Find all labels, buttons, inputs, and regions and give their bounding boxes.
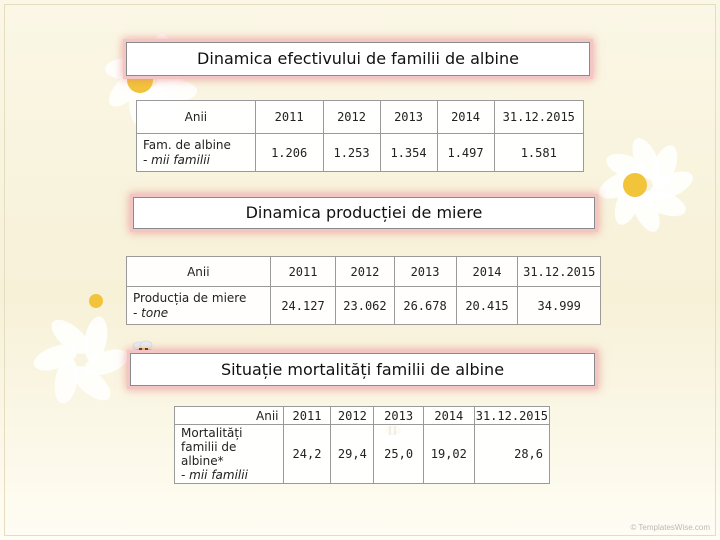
colonies-table — [136, 100, 584, 172]
section-title-text: Dinamica efectivului de familii de albine — [197, 49, 519, 68]
year-cell: 2011 — [283, 407, 331, 425]
row-label-line: Mortalități — [181, 426, 243, 440]
honey-table — [126, 256, 601, 325]
year-cell: 2014 — [423, 407, 474, 425]
value-cell: 1.497 — [437, 134, 494, 172]
year-cell: 2012 — [336, 257, 394, 287]
value-cell: 29,4 — [331, 425, 374, 484]
year-cell: 2013 — [374, 407, 424, 425]
year-cell: 2011 — [255, 101, 323, 134]
row-label-unit: - tone — [133, 305, 169, 320]
value-cell: 34.999 — [518, 287, 601, 325]
year-cell: 2014 — [437, 101, 494, 134]
year-cell: 31.12.2015 — [494, 101, 583, 134]
row-label-line: Producția de miere — [133, 290, 247, 305]
year-cell: 2013 — [380, 101, 437, 134]
header-label: Anii — [127, 257, 271, 287]
table-row — [127, 257, 601, 287]
year-cell: 2013 — [394, 257, 456, 287]
header-label: Anii — [175, 407, 284, 425]
section-title-text: Situație mortalități familii de albine — [220, 360, 505, 379]
table-row — [127, 287, 601, 325]
watermark: © TemplatesWise.com — [630, 523, 710, 532]
value-cell: 24,2 — [283, 425, 331, 484]
value-cell: 24.127 — [270, 287, 336, 325]
section-title-mortality — [130, 353, 595, 386]
year-cell: 2012 — [331, 407, 374, 425]
table-row — [137, 134, 584, 172]
value-cell: 1.253 — [323, 134, 380, 172]
value-cell: 23.062 — [336, 287, 394, 325]
row-label-unit: - mii familii — [181, 468, 248, 482]
flower-center-icon — [89, 294, 103, 308]
year-cell: 31.12.2015 — [475, 408, 548, 423]
row-label — [137, 134, 256, 172]
table-row — [137, 101, 584, 134]
value-cell: 19,02 — [423, 425, 474, 484]
value-cell: 20.415 — [456, 287, 518, 325]
value-cell: 25,0 — [374, 425, 424, 484]
table-row — [175, 425, 550, 484]
value-cell: 26.678 — [394, 287, 456, 325]
row-label-line: Fam. de albine — [143, 137, 231, 152]
value-cell: 28,6 — [474, 425, 549, 484]
row-label-unit: - mii familii — [143, 152, 210, 167]
row-label — [127, 287, 271, 325]
year-cell: 31.12.2015 — [518, 257, 601, 287]
year-cell: 2011 — [270, 257, 336, 287]
value-cell: 1.206 — [255, 134, 323, 172]
section-title-colonies — [126, 42, 590, 76]
year-cell: 2014 — [456, 257, 518, 287]
daisy-flower-icon — [10, 300, 130, 420]
table-row — [175, 407, 550, 425]
section-title-honey — [133, 197, 595, 229]
value-cell: 1.581 — [494, 134, 583, 172]
section-title-text: Dinamica producției de miere — [245, 203, 483, 222]
year-cell: 2012 — [323, 101, 380, 134]
row-label — [175, 425, 284, 484]
row-label-line: familii de albine* — [181, 440, 237, 468]
header-label: Anii — [137, 101, 256, 134]
value-cell: 1.354 — [380, 134, 437, 172]
mortality-table — [174, 406, 550, 484]
